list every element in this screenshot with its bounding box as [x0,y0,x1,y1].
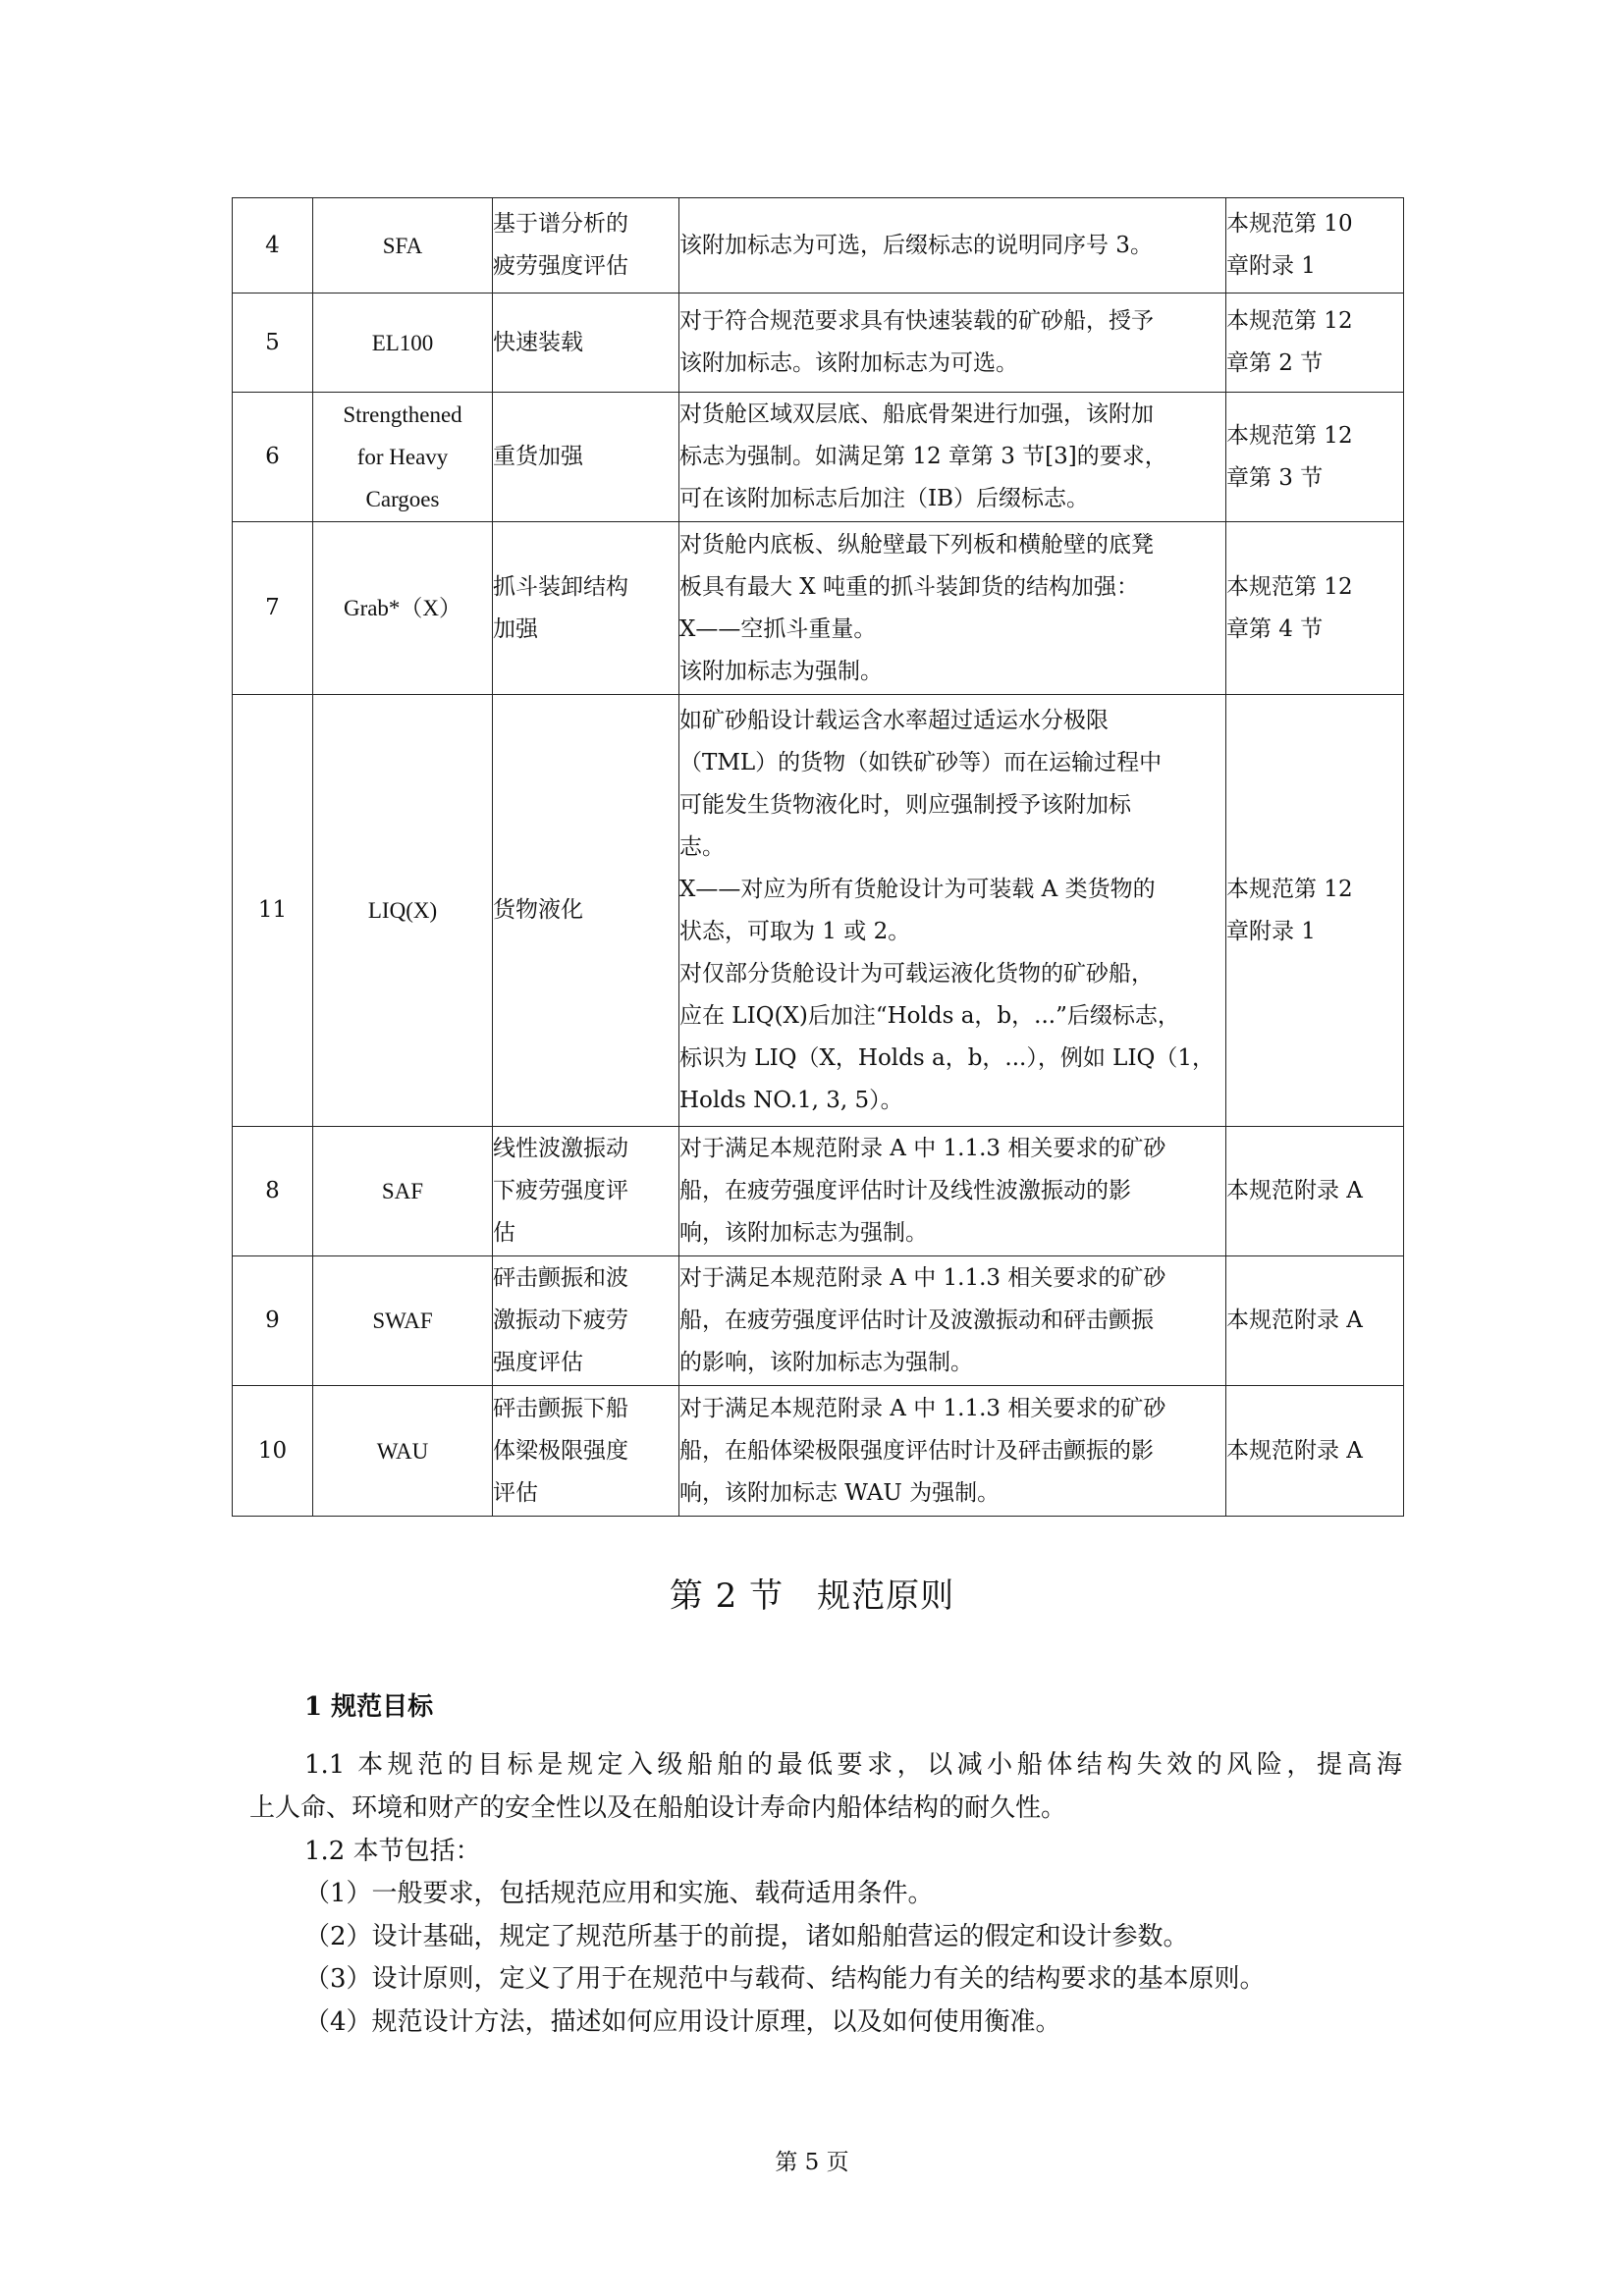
heading-rule-objectives: 1 规范目标 [304,1692,434,1722]
notation-code: SFA [313,198,493,294]
paragraph-1-1-line2: 上人命、环境和财产的安全性以及在船舶设计寿命内船体结构的耐久性。 [249,1793,1067,1823]
notation-code: WAU [313,1386,493,1517]
rule-reference: 本规范附录 A [1226,1386,1404,1517]
row-number: 8 [233,1127,313,1256]
row-number: 9 [233,1256,313,1386]
rule-reference: 本规范第 12 章第 2 节 [1226,294,1404,393]
notation-description: 对货舱内底板、纵舱壁最下列板和横舱壁的底凳 板具有最大 X 吨重的抓斗装卸货的结构加强： X——空抓斗重量。 该附加标志为强制。 [679,522,1226,695]
notation-name: 货物液化 [493,695,679,1127]
rule-reference: 本规范第 12 章第 3 节 [1226,393,1404,522]
notation-description: 对货舱区域双层底、船底骨架进行加强，该附加 标志为强制。如满足第 12 章第 3 节[3]的要求， 可在该附加标志后加注（IB）后缀标志。 [679,393,1226,522]
notation-name: 基于谱分析的 疲劳强度评估 [493,198,679,294]
row-number: 10 [233,1386,313,1517]
notation-description: 对于符合规范要求具有快速装载的矿砂船，授予 该附加标志。该附加标志为可选。 [679,294,1226,393]
notation-name: 砰击颤振下船 体梁极限强度 评估 [493,1386,679,1517]
notation-description: 对于满足本规范附录 A 中 1.1.3 相关要求的矿砂 船，在船体梁极限强度评估时计及砰击颤振的影 响，该附加标志 WAU 为强制。 [679,1386,1226,1517]
row-number: 7 [233,522,313,695]
row-number: 6 [233,393,313,522]
notation-description: 如矿砂船设计载运含水率超过适运水分极限 （TML）的货物（如铁矿砂等）而在运输过程中 可能发生货物液化时，则应强制授予该附加标 志。 X——对应为所有货舱设计为可装载 A 类货物的 状态，可取为 1 或 2。 对仅部分货舱设计为可载运液化货物的矿砂船， 应在 LIQ(X)后加注“Holds a，b，...”后缀标志， 标识为 LIQ（X，Holds a，b，...），例如 LIQ（1， Holds NO.1, 3, 5）。 [679,695,1226,1127]
notation-name: 重货加强 [493,393,679,522]
notation-name: 线性波激振动 下疲劳强度评 估 [493,1127,679,1256]
list-item: （2）设计基础，规定了规范所基于的前提，诸如船舶营运的假定和设计参数。 [304,1922,1189,1951]
rule-reference: 本规范第 12 章附录 1 [1226,695,1404,1127]
table-row [233,522,1404,695]
notation-name: 砰击颤振和波 激振动下疲劳 强度评估 [493,1256,679,1386]
table-row [233,198,1404,294]
notation-code: EL100 [313,294,493,393]
notation-description: 对于满足本规范附录 A 中 1.1.3 相关要求的矿砂 船，在疲劳强度评估时计及线性波激振动的影 响，该附加标志为强制。 [679,1127,1226,1256]
table-row [233,695,1404,1127]
table-row [233,393,1404,522]
notation-description: 该附加标志为可选，后缀标志的说明同序号 3。 [679,198,1226,294]
notation-table [232,197,1404,1517]
rule-reference: 本规范第 12 章第 4 节 [1226,522,1404,695]
page-number-footer: 第 5 页 [775,2150,849,2175]
rule-reference: 本规范附录 A [1226,1256,1404,1386]
section-number: 第 2 节 [669,1576,785,1616]
rule-reference: 本规范第 10 章附录 1 [1226,198,1404,294]
table-row [233,294,1404,393]
row-number: 11 [233,695,313,1127]
section-heading: 规范原则 [817,1576,955,1616]
row-number: 5 [233,294,313,393]
paragraph-1-2: 1.2 本节包括： [304,1837,481,1866]
rule-reference: 本规范附录 A [1226,1127,1404,1256]
table-row [233,1127,1404,1256]
section-title [0,1569,1624,1617]
list-item: （3）设计原则，定义了用于在规范中与载荷、结构能力有关的结构要求的基本原则。 [304,1964,1266,1994]
notation-name: 抓斗装卸结构 加强 [493,522,679,695]
notation-name: 快速装载 [493,294,679,393]
notation-code: Grab*（X） [313,522,493,695]
table-row [233,1256,1404,1386]
table-row [233,1386,1404,1517]
row-number: 4 [233,198,313,294]
notation-code: SWAF [313,1256,493,1386]
paragraph-1-1-line1: 1.1 本规范的目标是规定入级船舶的最低要求，以减小船体结构失效的风险，提高海 [304,1750,1402,1780]
notation-code: LIQ(X) [313,695,493,1127]
list-item: （1）一般要求，包括规范应用和实施、载荷适用条件。 [304,1879,934,1908]
list-item: （4）规范设计方法，描述如何应用设计原理，以及如何使用衡准。 [304,2007,1061,2037]
notation-code: Strengthened for Heavy Cargoes [313,393,493,522]
notation-description: 对于满足本规范附录 A 中 1.1.3 相关要求的矿砂 船，在疲劳强度评估时计及波激振动和砰击颤振 的影响，该附加标志为强制。 [679,1256,1226,1386]
notation-code: SAF [313,1127,493,1256]
